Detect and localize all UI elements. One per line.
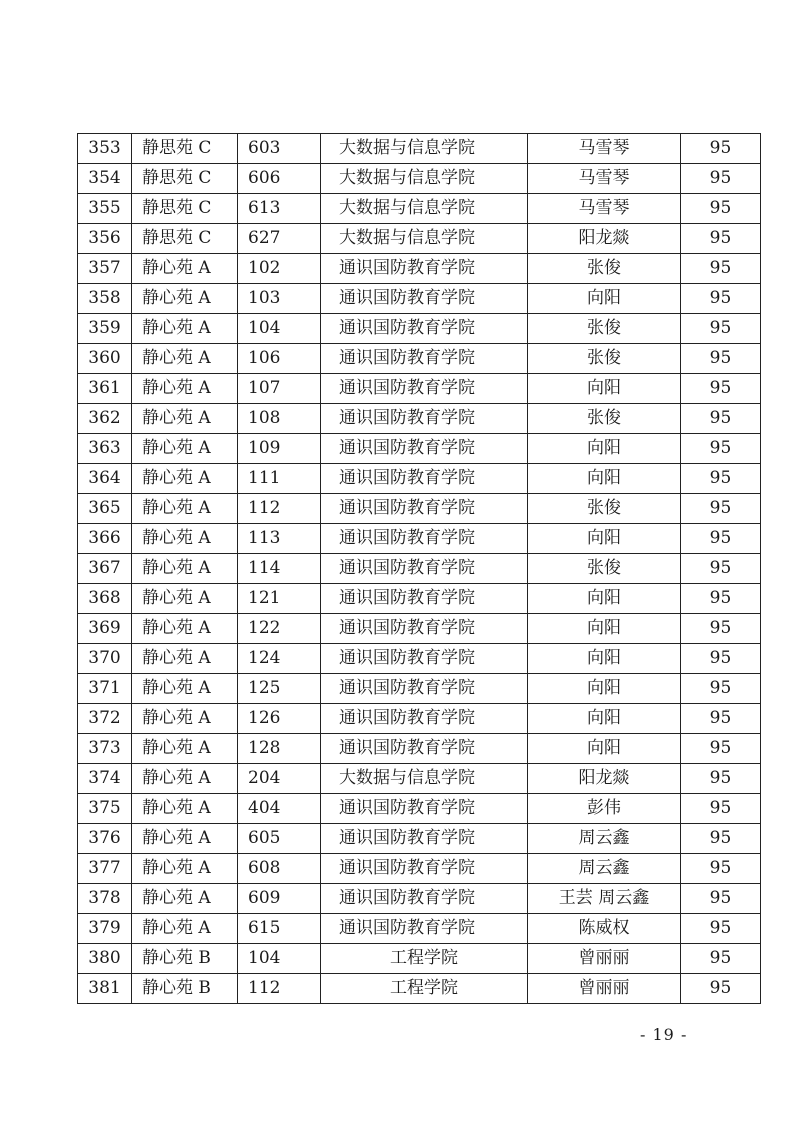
building-cell: 静心苑 A [132,434,238,464]
manager-cell: 向阳 [528,434,681,464]
table-row [78,404,761,434]
manager-cell: 阳龙燚 [528,764,681,794]
college-cell: 通识国防教育学院 [321,854,528,884]
room-cell: 112 [238,494,321,524]
college-cell: 工程学院 [321,974,528,1004]
building-cell: 静心苑 B [132,944,238,974]
building-cell: 静心苑 A [132,254,238,284]
building-cell: 静心苑 A [132,854,238,884]
score-cell: 95 [681,914,761,944]
row-number-cell: 381 [78,974,132,1004]
building-cell: 静心苑 A [132,794,238,824]
page-number: - 19 - [640,1025,688,1044]
building-cell: 静心苑 B [132,974,238,1004]
row-number-cell: 357 [78,254,132,284]
row-number-cell: 380 [78,944,132,974]
row-number-cell: 359 [78,314,132,344]
building-cell: 静心苑 A [132,404,238,434]
room-cell: 108 [238,404,321,434]
room-cell: 204 [238,764,321,794]
row-number-cell: 358 [78,284,132,314]
table-row [78,464,761,494]
score-cell: 95 [681,734,761,764]
manager-cell: 曾丽丽 [528,974,681,1004]
table-body [78,134,761,1004]
manager-cell: 王芸 周云鑫 [528,884,681,914]
table-row [78,584,761,614]
score-cell: 95 [681,434,761,464]
room-cell: 608 [238,854,321,884]
score-cell: 95 [681,344,761,374]
score-cell: 95 [681,494,761,524]
row-number-cell: 375 [78,794,132,824]
college-cell: 大数据与信息学院 [321,764,528,794]
row-number-cell: 371 [78,674,132,704]
building-cell: 静心苑 A [132,344,238,374]
score-cell: 95 [681,314,761,344]
room-cell: 125 [238,674,321,704]
room-cell: 126 [238,704,321,734]
table-row [78,644,761,674]
row-number-cell: 364 [78,464,132,494]
college-cell: 通识国防教育学院 [321,584,528,614]
table-row [78,554,761,584]
table-row [78,224,761,254]
manager-cell: 张俊 [528,314,681,344]
table-row [78,914,761,944]
college-cell: 通识国防教育学院 [321,254,528,284]
manager-cell: 向阳 [528,464,681,494]
score-cell: 95 [681,254,761,284]
building-cell: 静心苑 A [132,464,238,494]
table-row [78,974,761,1004]
row-number-cell: 372 [78,704,132,734]
score-cell: 95 [681,284,761,314]
manager-cell: 马雪琴 [528,194,681,224]
room-cell: 603 [238,134,321,164]
score-cell: 95 [681,944,761,974]
row-number-cell: 354 [78,164,132,194]
room-cell: 107 [238,374,321,404]
manager-cell: 陈威权 [528,914,681,944]
room-cell: 404 [238,794,321,824]
row-number-cell: 361 [78,374,132,404]
row-number-cell: 373 [78,734,132,764]
row-number-cell: 363 [78,434,132,464]
college-cell: 通识国防教育学院 [321,524,528,554]
manager-cell: 向阳 [528,704,681,734]
manager-cell: 向阳 [528,614,681,644]
table-row [78,374,761,404]
building-cell: 静心苑 A [132,554,238,584]
manager-cell: 张俊 [528,494,681,524]
row-number-cell: 356 [78,224,132,254]
manager-cell: 周云鑫 [528,824,681,854]
table-row [78,434,761,464]
room-cell: 128 [238,734,321,764]
score-cell: 95 [681,554,761,584]
manager-cell: 向阳 [528,644,681,674]
building-cell: 静心苑 A [132,314,238,344]
college-cell: 通识国防教育学院 [321,314,528,344]
row-number-cell: 370 [78,644,132,674]
score-cell: 95 [681,854,761,884]
row-number-cell: 367 [78,554,132,584]
dormitory-score-table [77,133,761,1004]
room-cell: 605 [238,824,321,854]
building-cell: 静心苑 A [132,614,238,644]
table-row [78,704,761,734]
row-number-cell: 365 [78,494,132,524]
room-cell: 114 [238,554,321,584]
table-row [78,794,761,824]
manager-cell: 向阳 [528,524,681,554]
building-cell: 静心苑 A [132,644,238,674]
row-number-cell: 374 [78,764,132,794]
college-cell: 大数据与信息学院 [321,224,528,254]
score-cell: 95 [681,974,761,1004]
score-cell: 95 [681,464,761,494]
score-cell: 95 [681,764,761,794]
college-cell: 通识国防教育学院 [321,374,528,404]
building-cell: 静心苑 A [132,734,238,764]
room-cell: 111 [238,464,321,494]
row-number-cell: 362 [78,404,132,434]
row-number-cell: 360 [78,344,132,374]
building-cell: 静心苑 A [132,884,238,914]
building-cell: 静思苑 C [132,224,238,254]
table-row [78,764,761,794]
manager-cell: 周云鑫 [528,854,681,884]
college-cell: 通识国防教育学院 [321,824,528,854]
college-cell: 通识国防教育学院 [321,494,528,524]
room-cell: 113 [238,524,321,554]
manager-cell: 向阳 [528,734,681,764]
college-cell: 通识国防教育学院 [321,884,528,914]
manager-cell: 张俊 [528,554,681,584]
score-cell: 95 [681,824,761,854]
college-cell: 工程学院 [321,944,528,974]
table-row [78,614,761,644]
college-cell: 通识国防教育学院 [321,914,528,944]
table-row [78,854,761,884]
score-cell: 95 [681,614,761,644]
room-cell: 122 [238,614,321,644]
building-cell: 静心苑 A [132,824,238,854]
row-number-cell: 355 [78,194,132,224]
college-cell: 通识国防教育学院 [321,794,528,824]
room-cell: 109 [238,434,321,464]
table-row [78,164,761,194]
table-row [78,944,761,974]
table-row [78,674,761,704]
college-cell: 通识国防教育学院 [321,434,528,464]
college-cell: 通识国防教育学院 [321,344,528,374]
college-cell: 通识国防教育学院 [321,554,528,584]
score-cell: 95 [681,884,761,914]
score-cell: 95 [681,794,761,824]
manager-cell: 向阳 [528,674,681,704]
college-cell: 通识国防教育学院 [321,704,528,734]
score-cell: 95 [681,134,761,164]
score-cell: 95 [681,674,761,704]
room-cell: 627 [238,224,321,254]
score-cell: 95 [681,224,761,254]
score-cell: 95 [681,404,761,434]
building-cell: 静心苑 A [132,374,238,404]
room-cell: 102 [238,254,321,284]
building-cell: 静心苑 A [132,914,238,944]
table-row [78,194,761,224]
row-number-cell: 369 [78,614,132,644]
table-row [78,284,761,314]
manager-cell: 向阳 [528,284,681,314]
room-cell: 104 [238,314,321,344]
manager-cell: 阳龙燚 [528,224,681,254]
row-number-cell: 366 [78,524,132,554]
room-cell: 103 [238,284,321,314]
row-number-cell: 377 [78,854,132,884]
score-cell: 95 [681,194,761,224]
table-row [78,734,761,764]
building-cell: 静思苑 C [132,164,238,194]
row-number-cell: 378 [78,884,132,914]
room-cell: 104 [238,944,321,974]
manager-cell: 张俊 [528,254,681,284]
room-cell: 606 [238,164,321,194]
college-cell: 通识国防教育学院 [321,284,528,314]
building-cell: 静心苑 A [132,704,238,734]
row-number-cell: 353 [78,134,132,164]
manager-cell: 向阳 [528,374,681,404]
room-cell: 124 [238,644,321,674]
table-row [78,254,761,284]
manager-cell: 张俊 [528,344,681,374]
building-cell: 静心苑 A [132,584,238,614]
building-cell: 静思苑 C [132,194,238,224]
table-row [78,344,761,374]
score-cell: 95 [681,584,761,614]
building-cell: 静心苑 A [132,764,238,794]
table-row [78,314,761,344]
table-row [78,494,761,524]
building-cell: 静心苑 A [132,674,238,704]
building-cell: 静心苑 A [132,284,238,314]
row-number-cell: 379 [78,914,132,944]
score-cell: 95 [681,374,761,404]
room-cell: 609 [238,884,321,914]
manager-cell: 张俊 [528,404,681,434]
college-cell: 大数据与信息学院 [321,194,528,224]
table-row [78,134,761,164]
manager-cell: 向阳 [528,584,681,614]
building-cell: 静思苑 C [132,134,238,164]
room-cell: 613 [238,194,321,224]
college-cell: 通识国防教育学院 [321,734,528,764]
row-number-cell: 368 [78,584,132,614]
score-cell: 95 [681,704,761,734]
room-cell: 615 [238,914,321,944]
building-cell: 静心苑 A [132,524,238,554]
score-cell: 95 [681,644,761,674]
college-cell: 大数据与信息学院 [321,164,528,194]
college-cell: 通识国防教育学院 [321,674,528,704]
building-cell: 静心苑 A [132,494,238,524]
college-cell: 通识国防教育学院 [321,404,528,434]
manager-cell: 曾丽丽 [528,944,681,974]
college-cell: 通识国防教育学院 [321,464,528,494]
room-cell: 121 [238,584,321,614]
manager-cell: 马雪琴 [528,164,681,194]
score-cell: 95 [681,524,761,554]
room-cell: 112 [238,974,321,1004]
table-row [78,884,761,914]
college-cell: 通识国防教育学院 [321,644,528,674]
college-cell: 大数据与信息学院 [321,134,528,164]
table-row [78,524,761,554]
manager-cell: 马雪琴 [528,134,681,164]
room-cell: 106 [238,344,321,374]
row-number-cell: 376 [78,824,132,854]
table-row [78,824,761,854]
score-cell: 95 [681,164,761,194]
college-cell: 通识国防教育学院 [321,614,528,644]
manager-cell: 彭伟 [528,794,681,824]
